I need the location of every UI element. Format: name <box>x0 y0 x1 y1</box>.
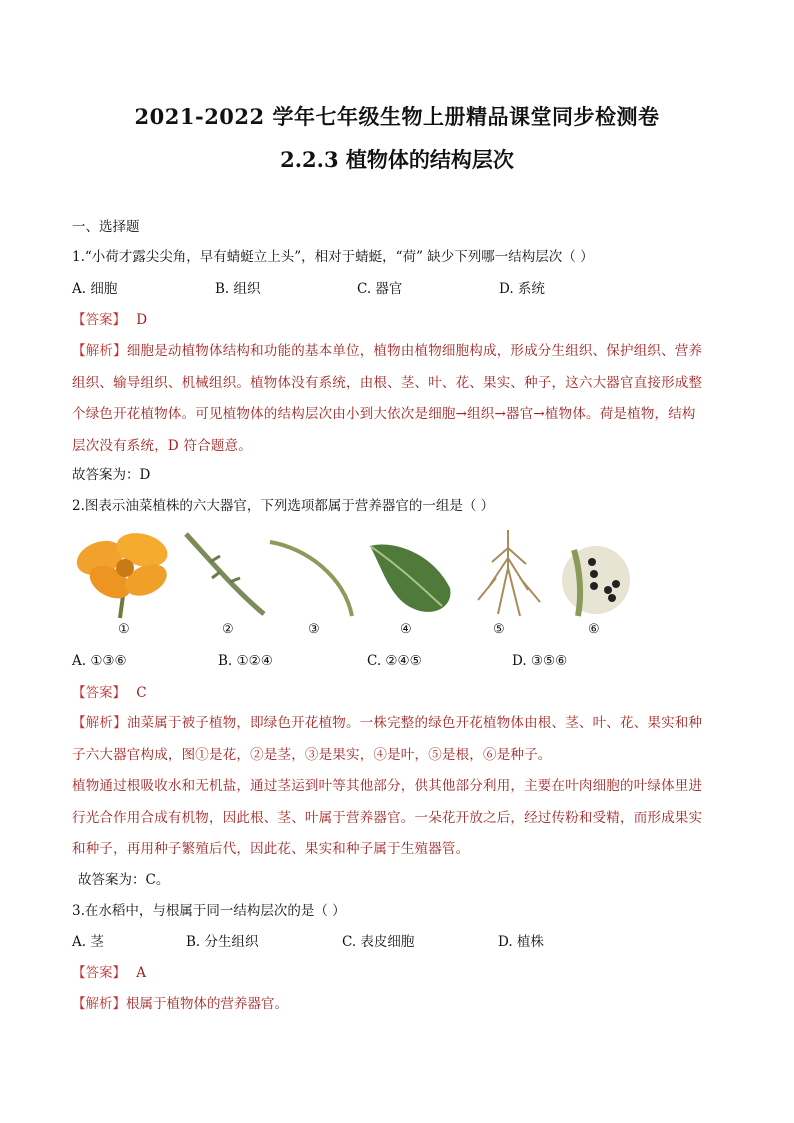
q2-option-b: B. ①②④ <box>218 653 273 669</box>
stem-image <box>180 530 270 620</box>
analysis-tag: 【解析】 <box>72 343 127 359</box>
figure-label-1: ① <box>118 622 130 637</box>
analysis-line: 组织、输导组织、机械组织。植物体没有系统，由根、茎、叶、花、果实、种子，这六大器官直接形成整 <box>72 374 703 391</box>
analysis-line: 个绿色开花植物体。可见植物体的结构层次由小到大依次是细胞→组织→器官→植物体。荷是植物，结构 <box>72 406 696 422</box>
analysis-line <box>72 708 722 740</box>
analysis-text: 根属于植物体的营养器官。 <box>126 996 288 1012</box>
analysis-tag: 【解析】 <box>72 996 126 1012</box>
page-subtitle: 2.2.3 植物体的结构层次 <box>280 147 514 172</box>
analysis-line: 子六大器官构成，图①是花，②是茎，③是果实，④是叶，⑤是根，⑥是种子。 <box>72 746 552 763</box>
q1-option-b: B. 组织 <box>215 281 261 297</box>
section-heading: 一、选择题 <box>72 219 140 235</box>
q3-option-a: A. 茎 <box>72 934 104 950</box>
analysis-line: 行光合作用合成有机物，因此根、茎、叶属于营养器官。一朵花开放之后，经过传粉和受精，而形成果实 <box>72 809 703 826</box>
figure-label-3: ③ <box>308 622 320 637</box>
q2-option-d: D. ③⑤⑥ <box>512 653 568 669</box>
seed-image <box>560 540 632 620</box>
analysis-tag: 【解析】 <box>72 715 127 731</box>
answer-value: D <box>136 312 148 328</box>
q1-analysis <box>72 336 722 462</box>
q3-analysis <box>72 994 288 1014</box>
q1-stem: 1.“小荷才露尖尖角，早有蜻蜓立上头”，相对于蜻蜓，“荷” 缺少下列哪一结构层次（ ） <box>72 249 594 265</box>
figure-label-5: ⑤ <box>493 622 505 637</box>
q3-option-c: C. 表皮细胞 <box>342 934 415 950</box>
q1-option-a: A. 细胞 <box>72 281 118 297</box>
q3-option-b: B. 分生组织 <box>186 934 259 950</box>
q2-stem: 2.图表示油菜植株的六大器官，下列选项都属于营养器官的一组是（ ） <box>72 498 495 514</box>
analysis-line: 层次没有系统，D 符合题意。 <box>72 437 252 454</box>
answer-value: C <box>136 685 147 701</box>
q2-final: 故答案为：C。 <box>78 872 170 888</box>
q1-option-d: D. 系统 <box>499 281 545 297</box>
figure-label-6: ⑥ <box>588 622 600 637</box>
q3-answer <box>72 963 146 983</box>
analysis-line: 和种子，再用种子繁殖后代，因此花、果实和种子属于生殖器管。 <box>72 841 470 857</box>
q2-option-a: A. ①③⑥ <box>72 653 127 669</box>
flower-image <box>70 528 180 620</box>
q2-analysis <box>72 708 722 866</box>
analysis-line <box>72 336 722 368</box>
q2-answer <box>72 683 147 703</box>
answer-tag: 【答案】 <box>72 685 126 701</box>
q1-answer <box>72 310 147 330</box>
root-image <box>468 528 548 620</box>
q3-stem: 3.在水稻中，与根属于同一结构层次的是（ ） <box>72 903 346 919</box>
analysis-text: 细胞是动植物体结构和功能的基本单位，植物由植物细胞构成，形成分生组织、保护组织、营养 <box>126 343 703 359</box>
q1-final: 故答案为：D <box>72 467 151 483</box>
q1-option-c: C. 器官 <box>357 281 403 297</box>
figure-label-2: ② <box>222 622 234 637</box>
analysis-line: 植物通过根吸收水和无机盐，通过茎运到叶等其他部分，供其他部分利用，主要在叶肉细胞的叶绿体里进 <box>72 778 703 794</box>
q2-option-c: C. ②④⑤ <box>367 653 422 669</box>
figure-label-4: ④ <box>400 622 412 637</box>
leaf-image <box>362 538 458 618</box>
analysis-text: 油菜属于被子植物，即绿色开花植物。一株完整的绿色开花植物体由根、茎、叶、花、果实和种 <box>126 715 703 731</box>
answer-value: A <box>136 965 147 981</box>
page-title: 2021-2022 学年七年级生物上册精品课堂同步检测卷 <box>134 104 660 129</box>
answer-tag: 【答案】 <box>72 312 126 328</box>
fruit-image <box>266 536 360 620</box>
answer-tag: 【答案】 <box>72 965 126 981</box>
q3-option-d: D. 植株 <box>498 934 544 950</box>
